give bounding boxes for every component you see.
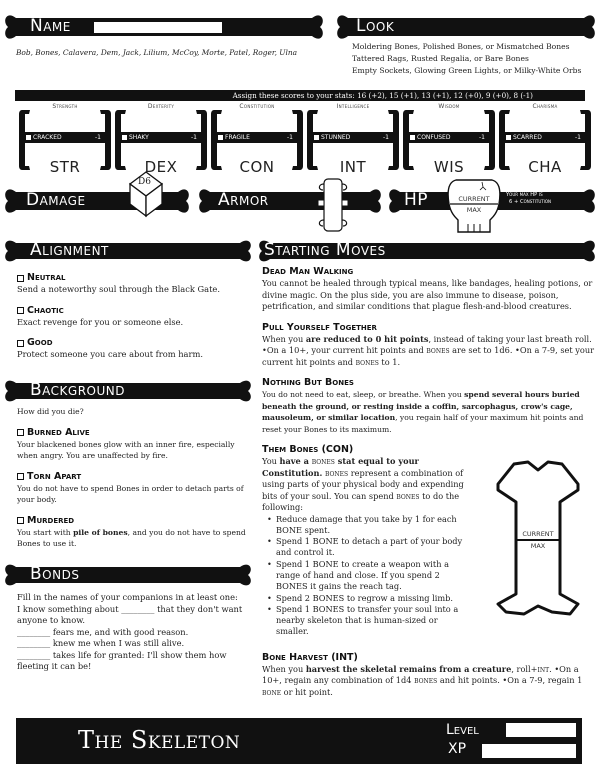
- name-banner: [2, 10, 326, 44]
- move-pull-yourself-together: [262, 322, 594, 369]
- option-label: Murdered: [27, 514, 75, 526]
- checkbox[interactable]: [17, 340, 24, 347]
- bond-line[interactable]: ________ takes life for granted: I'll show them how fleeting it can be!: [17, 649, 227, 671]
- alignment-title: Alignment: [30, 240, 109, 260]
- debility-mod: -1: [479, 134, 485, 141]
- move-dead-man-walking: [262, 266, 594, 313]
- move-desc: When you are reduced to 0 hit points, instead of taking your last breath roll. •On a 10+, your current hit points and bones are set to 1d6. •On a 7-9, set your current hit points and bones to 1.: [262, 333, 595, 367]
- option-desc: You do not have to spend Bones in order to detach parts of your body.: [17, 483, 244, 504]
- stat-block[interactable]: [113, 102, 209, 176]
- debility-label: CRACKED: [33, 134, 62, 141]
- look-options: [352, 41, 581, 77]
- bones-tracker[interactable]: [490, 458, 586, 618]
- stat-block[interactable]: [305, 102, 401, 176]
- stat-abbr: DEX: [144, 158, 178, 176]
- debility-row[interactable]: [23, 132, 107, 143]
- debility-row[interactable]: [503, 132, 587, 143]
- background-option-burned-alive[interactable]: [17, 427, 252, 462]
- option-desc: Your blackened bones glow with an inner fire, especially when angry. You are unaffected by fire.: [17, 439, 235, 460]
- look-banner: [334, 10, 598, 44]
- option-label: Burned Alive: [27, 426, 90, 438]
- background-option-torn-apart[interactable]: [17, 471, 252, 506]
- move-title: Dead Man Walking: [262, 266, 354, 277]
- hp-current-label: CURRENT: [458, 195, 490, 203]
- xp-label: XP: [448, 741, 467, 757]
- checkbox[interactable]: [17, 517, 24, 524]
- move-title: Bone Harvest (INT): [262, 651, 358, 663]
- name-suggestions: Bob, Bones, Calavera, Dem, Jack, Lilium, McCoy, Morte, Patel, Roger, Ulna: [16, 48, 298, 57]
- background-prompt: How did you die?: [17, 407, 84, 416]
- option-desc: Exact revenge for you or someone else.: [17, 316, 184, 327]
- hp-max-label: MAX: [466, 206, 482, 214]
- stat-abbr: WIS: [433, 158, 465, 176]
- checkbox[interactable]: [17, 307, 24, 314]
- armor-title: Armor: [218, 190, 269, 210]
- debility-checkbox[interactable]: [410, 135, 415, 140]
- stat-abbr: CON: [239, 158, 275, 176]
- alignment-option-neutral[interactable]: [17, 272, 252, 296]
- move-title: Pull Yourself Together: [262, 321, 377, 333]
- bonds-list: [17, 592, 255, 673]
- background-option-murdered[interactable]: [17, 515, 252, 550]
- bullet-item: • Spend 1 BONE to detach a part of your body and control it.: [266, 536, 472, 559]
- move-bone-harvest: [262, 652, 594, 699]
- name-title: Name: [30, 16, 71, 36]
- bonds-title: Bonds: [30, 564, 80, 584]
- bullet-item: • Reduce damage that you take by 1 for each BONE spent.: [266, 514, 472, 537]
- bones-max-label: MAX: [530, 542, 546, 550]
- option-desc: You start with pile of bones, and you do not have to spend Bones to use it.: [17, 527, 246, 548]
- bullet-item: • Spend 1 BONES to transfer your soul into a nearby skeleton that is human-sized or smaller.: [266, 604, 472, 638]
- vertebra-icon: [316, 176, 350, 234]
- move-nothing-but-bones: [262, 377, 594, 435]
- debility-checkbox[interactable]: [218, 135, 223, 140]
- level-label: Level: [446, 722, 479, 738]
- option-label: Chaotic: [27, 304, 64, 316]
- name-input[interactable]: [94, 22, 222, 33]
- stat-name: Strength: [52, 103, 78, 110]
- hp-title: HP: [404, 190, 429, 210]
- debility-row[interactable]: [215, 132, 299, 143]
- background-banner: [2, 376, 254, 406]
- debility-checkbox[interactable]: [506, 135, 511, 140]
- damage-die-label: D6: [138, 177, 151, 187]
- debility-label: SCARRED: [513, 134, 542, 141]
- armor-banner: [196, 184, 384, 218]
- starting-moves-title: Starting Moves: [264, 240, 386, 260]
- hp-note-line2: 6 + Constitution: [509, 199, 552, 205]
- debility-mod: -1: [95, 134, 101, 141]
- debility-row[interactable]: [119, 132, 203, 143]
- debility-mod: -1: [575, 134, 581, 141]
- option-desc: Send a noteworthy soul through the Black Gate.: [17, 284, 220, 294]
- stat-block[interactable]: [401, 102, 497, 176]
- damage-title: Damage: [26, 190, 86, 210]
- level-input[interactable]: [506, 723, 576, 737]
- move-desc: You cannot be healed through typical means, like bandages, healing potions, or divine magic. On the plus side, you are also immune to disease, poison, petrification, and similar conditions that plague flesh-and-blood creatures.: [262, 278, 593, 311]
- bones-current-label: CURRENT: [522, 530, 554, 538]
- bond-line[interactable]: ________ knew me when I was still alive.: [17, 638, 185, 648]
- move-title: Them Bones (CON): [262, 444, 354, 455]
- debility-label: FRAGILE: [225, 134, 250, 141]
- debility-label: SHAKY: [129, 134, 149, 141]
- them-bones-bullets: [266, 514, 472, 638]
- xp-input[interactable]: [482, 744, 576, 758]
- look-line[interactable]: Tattered Rags, Rusted Regalia, or Bare Bones: [352, 54, 529, 63]
- bond-line[interactable]: I know something about ________ that they don't want anyone to know.: [17, 603, 243, 625]
- stat-name: Dexterity: [147, 103, 175, 110]
- stat-block[interactable]: [17, 102, 113, 176]
- bullet-item: • Spend 1 BONE to create a weapon with a range of hand and close. If you spend 2 BONES it gains the reach tag.: [266, 559, 472, 593]
- hp-note-line1: Your max HP is: [506, 192, 543, 198]
- checkbox[interactable]: [17, 473, 24, 480]
- option-label: Torn Apart: [27, 470, 82, 482]
- debility-mod: -1: [383, 134, 389, 141]
- stat-name: Charisma: [532, 103, 558, 110]
- class-name: The Skeleton: [78, 726, 241, 754]
- assign-scores-bar: Assign these scores to your stats: 16 (+2), 15 (+1), 13 (+1), 12 (+0), 9 (+0), 8 (-1): [15, 90, 585, 101]
- skull-icon: [446, 176, 502, 234]
- hp-note: [506, 192, 551, 206]
- move-desc: You have a bones stat equal to your Constitution. bones represent a combination of using parts of your physical body and expending bits of your soul. You can spend bones to do the following:: [262, 456, 464, 512]
- armor-vertebra-input[interactable]: [316, 176, 350, 234]
- debility-checkbox[interactable]: [314, 135, 319, 140]
- alignment-option-chaotic[interactable]: [17, 305, 252, 329]
- starting-moves-banner: [256, 236, 598, 266]
- stat-block[interactable]: [209, 102, 305, 176]
- look-line[interactable]: Empty Sockets, Glowing Green Lights, or Milky-White Orbs: [352, 66, 582, 75]
- debility-checkbox[interactable]: [26, 135, 31, 140]
- stat-abbr: STR: [49, 158, 81, 176]
- background-title: Background: [30, 380, 125, 400]
- stat-abbr: INT: [339, 158, 367, 176]
- stat-name: Constitution: [239, 103, 275, 110]
- stat-block[interactable]: [497, 102, 593, 176]
- stat-name: Intelligence: [336, 103, 370, 110]
- option-desc: Protect someone you care about from harm.: [17, 349, 203, 359]
- move-title: Nothing But Bones: [262, 377, 354, 388]
- look-line[interactable]: Moldering Bones, Polished Bones, or Mismatched Bones: [352, 42, 570, 51]
- debility-label: STUNNED: [321, 134, 351, 141]
- stat-name: Wisdom: [438, 103, 460, 110]
- class-footer: [16, 718, 582, 764]
- background-options: [17, 406, 252, 550]
- debility-row[interactable]: [407, 132, 491, 143]
- alignment-option-good[interactable]: [17, 337, 252, 361]
- checkbox[interactable]: [17, 429, 24, 436]
- alignment-options: [17, 272, 252, 361]
- debility-row[interactable]: [311, 132, 395, 143]
- stat-abbr: CHA: [528, 158, 562, 176]
- look-title: Look: [356, 16, 395, 36]
- debility-label: CONFUSED: [417, 134, 451, 141]
- checkbox[interactable]: [17, 275, 24, 282]
- move-them-bones: [262, 444, 472, 638]
- option-label: Good: [27, 337, 53, 348]
- bonds-banner: [2, 560, 254, 590]
- bullet-item: • Spend 2 BONES to regrow a missing limb.: [266, 593, 472, 604]
- debility-mod: -1: [287, 134, 293, 141]
- debility-checkbox[interactable]: [122, 135, 127, 140]
- move-desc: When you harvest the skeletal remains from a creature, roll+int. •On a 10+, regain any combination of 1d4 bones and hit points. •On a 7-9, regain 1 bone or hit point.: [262, 663, 583, 697]
- option-label: Neutral: [27, 272, 66, 283]
- debility-mod: -1: [191, 134, 197, 141]
- move-desc: You do not need to eat, sleep, or breathe. When you spend several hours buried beneath the ground, or resting inside a coffin, sarcophagus, crow's cage, mausoleum, or similar location, you regain half of your maximum hit points and reset your Bones to its maximum.: [262, 390, 584, 434]
- alignment-banner: [2, 236, 254, 266]
- d6-die-icon: [128, 170, 164, 218]
- hp-skull-tracker[interactable]: [446, 176, 502, 234]
- bonds-intro: Fill in the names of your companions in at least one:: [17, 592, 238, 602]
- bond-line[interactable]: ________ fears me, and with good reason.: [17, 626, 189, 637]
- bone-outline-icon: [490, 458, 586, 618]
